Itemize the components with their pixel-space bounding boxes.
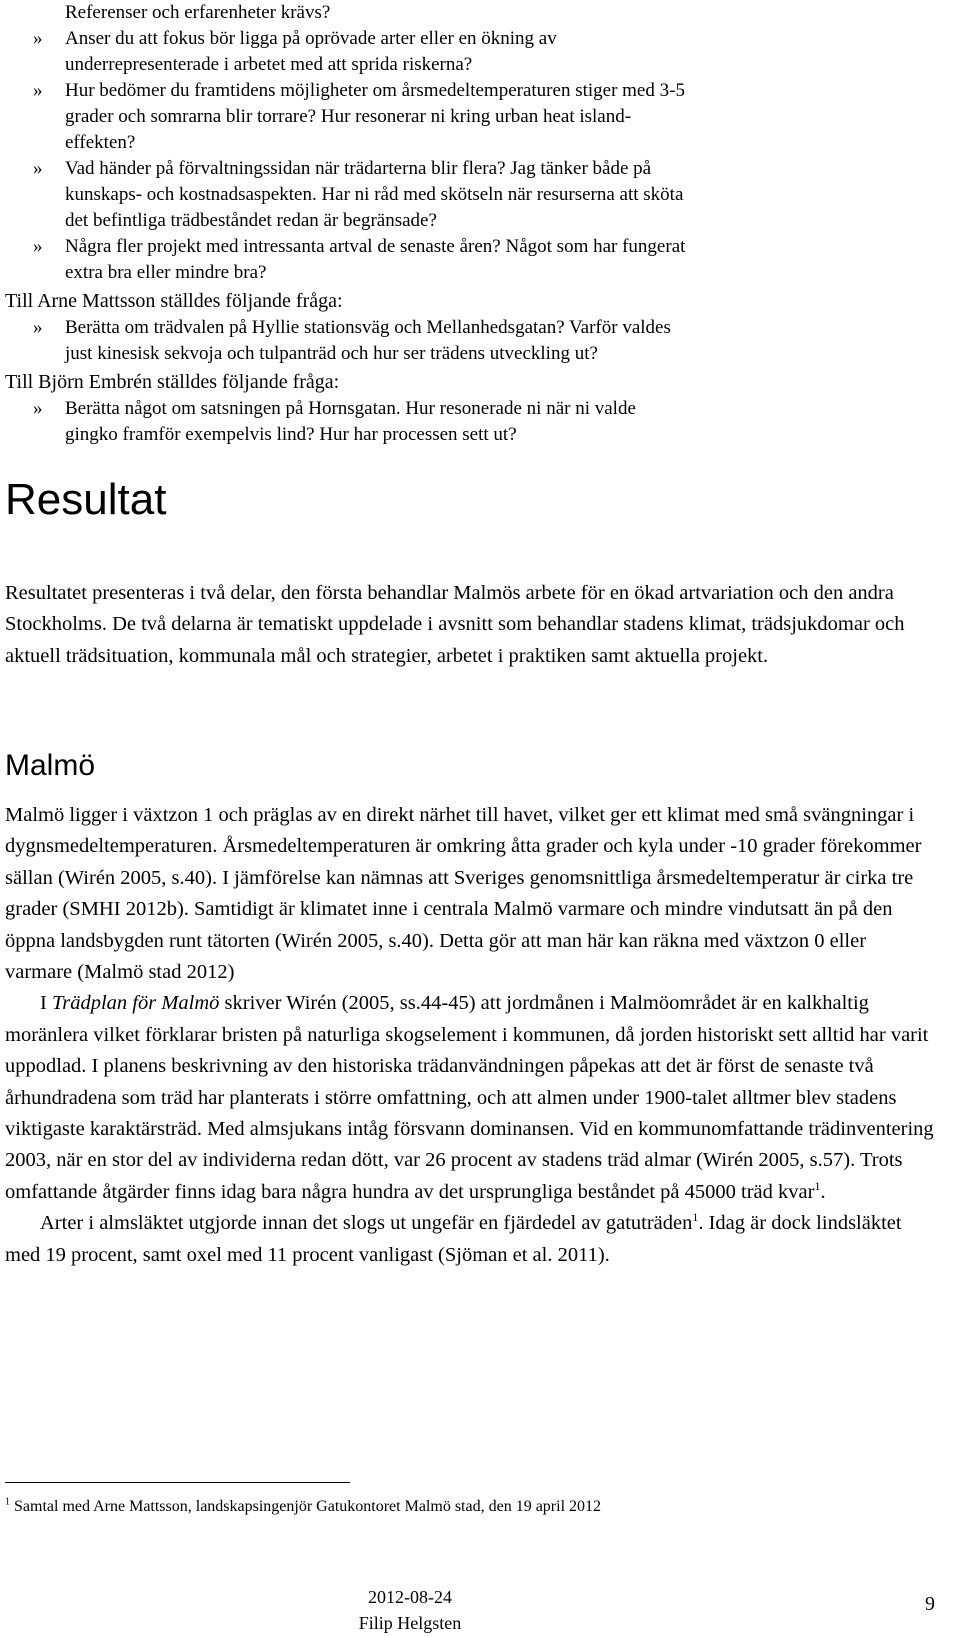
malmo-p2-post: skriver Wirén (2005, ss.44-45) att jordmånen i Malmöområdet är en kalkhaltig moränlera vilket förklarar bristen på naturliga skogselement i kommunen, då jorden historiskt sett alltid har varit uppodlad. I planens beskrivning av den historiska trädanvändningen påpekas att det är först de senaste två århundradena som träd har planterats i större omfattning, och att almen under 1900-talet alltmer blev stadens viktigaste karaktärsträd. Med almsjukans intåg försvann dominansen. Vid en kommunomfattande trädinventering 2003, när en stor del av individerna redan dött, var 26 procent av stadens träd almar (Wirén 2005, s.57). Trots omfattande åtgärder finns idag bara några hundra av det ursprungliga beståndet på 45000 träd kvar <box>5 992 934 1203</box>
malmo-paragraph-3 <box>5 1208 935 1271</box>
bullet-item <box>0 234 940 260</box>
bullet-text: kunskaps- och kostnadsaspekten. Har ni råd med skötseln när resurserna att sköta <box>65 184 684 205</box>
bullet-text: underrepresenterade i arbetet med att sprida riskerna? <box>65 54 473 75</box>
heading-malmo: Malmö <box>5 749 96 782</box>
bullet-continuation <box>0 104 940 130</box>
footnote-ref: 1 <box>692 1210 699 1225</box>
bullet-text: Referenser och erfarenheter krävs? <box>65 2 331 23</box>
malmo-p2-pre: I <box>40 992 52 1015</box>
malmo-p3-post: . Idag är dock lindsläktet med 19 procent, samt oxel med 11 procent vanligast (Sjöman et al. 2011). <box>5 1212 902 1266</box>
bullet-text: effekten? <box>65 132 136 153</box>
footnote-divider <box>5 1482 350 1483</box>
footnote-text: Samtal med Arne Mattsson, landskapsingenjör Gatukontoret Malmö stad, den 19 april 2012 <box>14 1498 602 1515</box>
bullet-text: Hur bedömer du framtidens möjligheter om årsmedeltemperaturen stiger med 3-5 <box>65 80 685 101</box>
bullet-text: Vad händer på förvaltningssidan när trädarterna blir flera? Jag tänker både på <box>65 158 652 179</box>
malmo-paragraph-2 <box>5 988 935 1208</box>
bullet-marker: » <box>33 158 43 179</box>
bullet-marker: » <box>33 398 43 419</box>
bullet-marker: » <box>33 28 43 49</box>
bullet-text: Anser du att fokus bör ligga på oprövade arter eller en ökning av <box>65 28 557 49</box>
bullet-item <box>0 26 940 52</box>
bullet-text: gingko framför exempelvis lind? Hur har processen sett ut? <box>65 424 517 445</box>
malmo-p2-end: . <box>820 1180 826 1203</box>
bullet-marker: » <box>33 80 43 101</box>
bullet-continuation <box>0 422 940 448</box>
question-list <box>0 0 940 448</box>
interview-intro: Till Arne Mattsson ställdes följande fråga: <box>5 290 343 312</box>
malmo-section <box>5 800 935 1271</box>
bullet-marker: » <box>33 236 43 257</box>
bullet-item <box>0 396 940 422</box>
page-footer <box>0 1584 820 1636</box>
bullet-item <box>0 315 940 341</box>
bullet-text: Berätta något om satsningen på Hornsgatan. Hur resonerade ni när ni valde <box>65 398 636 419</box>
bullet-text: Några fler projekt med intressanta artval de senaste åren? Något som har fungerat <box>65 236 686 257</box>
heading-resultat: Resultat <box>5 475 167 524</box>
malmo-paragraph-1: Malmö ligger i växtzon 1 och präglas av en direkt närhet till havet, vilket ger ett klimat med små svängningar i dygnsmedeltemperaturen. Årsmedeltemperaturen är omkring åtta grader och kyla under -10 grader förekommer sällan (Wirén 2005, s.40). I jämförelse kan nämnas att Sveriges genomsnittliga årsmedeltemperatur är cirka tre grader (SMHI 2012b). Samtidigt är klimatet inne i centrala Malmö varmare och mindre vindutsatt än på den öppna landsbygden runt tätorten (Wirén 2005, s.40). Detta gör att man här kan räkna med växtzon 0 eller varmare (Malmö stad 2012) <box>5 804 922 984</box>
malmo-p2-title: Trädplan för Malmö <box>51 992 220 1015</box>
malmo-p3-pre: Arter i almsläktet utgjorde innan det slogs ut ungefär en fjärdedel av gatuträden <box>40 1212 693 1235</box>
bullet-text: extra bra eller mindre bra? <box>65 262 267 283</box>
bullet-text: grader och somrarna blir torrare? Hur resonerar ni kring urban heat island- <box>65 106 632 127</box>
bullet-text: Berätta om trädvalen på Hyllie stationsväg och Mellanhedsgatan? Varför valdes <box>65 317 671 338</box>
interview-intro: Till Björn Embrén ställdes följande fråga: <box>5 371 340 393</box>
bullet-continuation <box>0 182 940 208</box>
page-number: 9 <box>925 1593 935 1615</box>
bullet-text: just kinesisk sekvoja och tulpanträd och hur ser trädens utveckling ut? <box>65 343 598 364</box>
bullet-text: det befintliga trädbeståndet redan är begränsade? <box>65 210 437 231</box>
bullet-continuation <box>0 130 940 156</box>
footer-date: 2012-08-24 <box>368 1587 452 1607</box>
resultat-paragraph: Resultatet presenteras i två delar, den första behandlar Malmös arbete för en ökad artvariation och den andra Stockholms. De två delarna är tematiskt uppdelade i avsnitt som behandlar stadens klimat, trädsjukdomar och aktuell trädsituation, kommunala mål och strategier, arbetet i praktiken samt aktuella projekt. <box>5 582 905 667</box>
bullet-continuation <box>0 0 940 26</box>
footnote-ref: 1 <box>814 1179 821 1194</box>
bullet-continuation <box>0 52 940 78</box>
footnote <box>5 1497 601 1517</box>
bullet-item <box>0 156 940 182</box>
bullet-marker: » <box>33 317 43 338</box>
bullet-continuation <box>0 341 940 367</box>
footnote-number: 1 <box>5 1496 10 1508</box>
bullet-item <box>0 78 940 104</box>
bullet-continuation <box>0 208 940 234</box>
footer-author: Filip Helgsten <box>358 1613 462 1633</box>
bullet-continuation <box>0 260 940 286</box>
